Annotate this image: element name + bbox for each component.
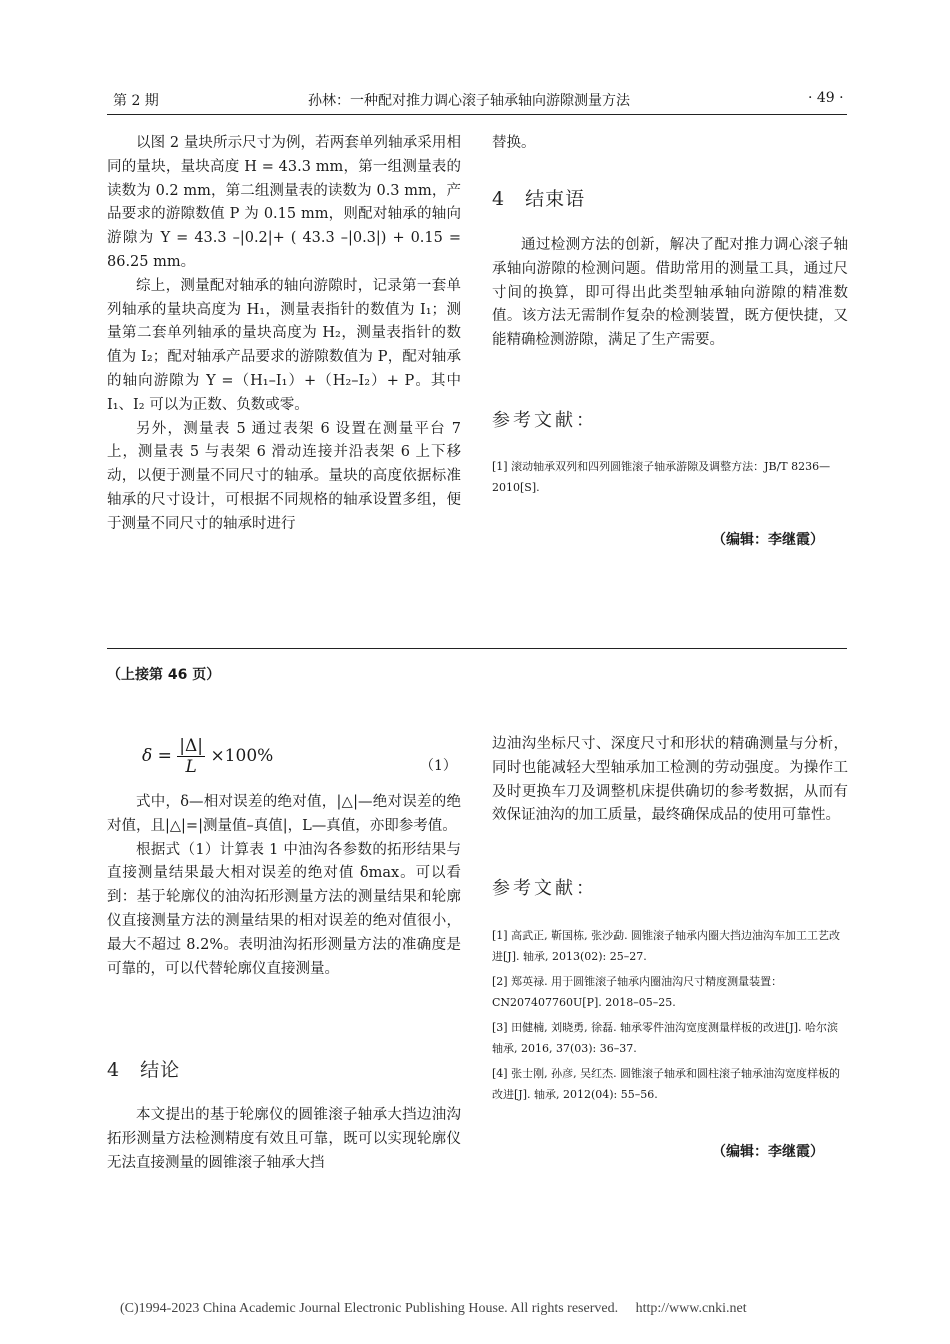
formula-lhs: δ = (142, 746, 172, 766)
formula-fraction (177, 736, 205, 777)
copyright-footer: (C)1994-2023 China Academic Journal Electronic Publishing House. All rights reserved. http://www.cnki.net (120, 1301, 747, 1316)
reference-item: [1] 滚动轴承双列和四列圆锥滚子轴承游隙及调整方法：JB/T 8236—2010[S]. (492, 460, 831, 494)
issue-number: 第 2 期 (113, 93, 159, 109)
formula-number: （1） (420, 758, 457, 774)
paragraph: 边油沟坐标尺寸、深度尺寸和形状的精确测量与分析，同时也能减轻大型轴承加工检测的劳动强度。为操作工及时更换车刀及调整机床提供确切的参考数据，从而有效保证油沟的加工质量，最终确保成品的使用可靠性。 (492, 736, 848, 824)
references-title-2: 参考文献： (492, 878, 597, 899)
formula-rhs: ×100% (210, 746, 274, 766)
section-title-conclusion: 4 结束语 (492, 188, 586, 210)
conclusion-paragraph (107, 1104, 461, 1175)
paragraph: 以图 2 量块所示尺寸为例，若两套单列轴承采用相同的量块，量块高度 H = 43.3 mm，第一组测量表的读数为 0.2 mm，第二组测量表的读数为 0.3 mm，产品要求的游隙数值 P 为 0.15 mm，则配对轴承的轴向游隙为 Y = 43.3 –|0.2|+ ( 43.3 –|0.3|) + 0.15 = 86.25 mm。 (107, 135, 461, 270)
top-left-column (107, 132, 461, 537)
paragraph: 综上，测量配对轴承的轴向游隙时，记录第一套单列轴承的量块高度为 H₁，测量表指针的数值为 I₁；测量第二套单列轴承的量块高度为 H₂，测量表指针的数值为 I₂；配对轴承产品要求的游隙数值为 P，配对轴承的轴向游隙为 Y =（H₁–I₁）+（H₂–I₂）+ P。其中 I₁、I₂ 可以为正数、负数或零。 (107, 277, 461, 413)
paragraph: 通过检测方法的创新，解决了配对推力调心滚子轴承轴向游隙的检测问题。借助常用的测量工具，通过尺寸间的换算，即可得出此类型轴承轴向游隙的精准数值。该方法无需制作复杂的检测装置，既方便快捷，又能精确检测游隙，满足了生产需要。 (492, 237, 848, 349)
continuation-text: 替换。 (492, 135, 536, 151)
bottom-right-paragraph (492, 733, 848, 828)
paragraph: 根据式（1）计算表 1 中油沟各参数的拓形结果与直接测量结果最大相对误差的绝对值 δmax。可以看到：基于轮廓仪的油沟拓形测量方法的测量结果和轮廓仪直接测量方法的测量结果的相对误差的绝对值很小，最大不超过 8.2%。表明油沟拓形测量方法的准确度是可靠的，可以代替轮廓仪直接测量。 (107, 841, 461, 977)
running-title: 孙林：一种配对推力调心滚子轴承轴向游隙测量方法 (308, 93, 630, 109)
reference-item: [4] 张士刚, 孙彦, 吴红杰. 圆锥滚子轴承和圆柱滚子轴承油沟宽度样板的改进[J]. 轴承, 2012(04): 55–56. (492, 1067, 841, 1101)
section-divider (107, 648, 847, 649)
reference-item: [2] 郑英禄. 用于圆锥滚子轴承内圈油沟尺寸精度测量装置：CN207407760U[P]. 2018–05–25. (492, 975, 783, 1009)
paragraph: 式中，δ—相对误差的绝对值，|△|—绝对误差的绝对值，且|△|=|测量值–真值|，L—真值，亦即参考值。 (107, 794, 461, 834)
top-right-paragraph (492, 234, 848, 353)
formula (142, 736, 273, 777)
references-list-2 (492, 925, 848, 1109)
bottom-left-column (107, 791, 461, 981)
formula-denominator: L (185, 757, 197, 777)
formula-numerator: |Δ| (179, 736, 204, 756)
paragraph: 本文提出的基于轮廓仪的圆锥滚子轴承大挡边油沟拓形测量方法检测精度有效且可靠，既可以实现轮廓仪无法直接测量的圆锥滚子轴承大挡 (107, 1107, 461, 1171)
editor-credit-2: （编辑：李继霞） (712, 1144, 824, 1160)
references-list (492, 456, 848, 502)
editor-credit: （编辑：李继霞） (712, 532, 824, 548)
continued-from-note: （上接第 46 页） (107, 667, 221, 683)
paragraph: 另外，测量表 5 通过表架 6 设置在测量平台 7 上，测量表 5 与表架 6 滑动连接并沿表架 6 上下移动，以便于测量不同尺寸的轴承。量块的高度依据标准轴承的尺寸设计，可根据不同规格的轴承设置多组，便于测量不同尺寸的轴承时进行 (107, 420, 461, 532)
header-rule (107, 114, 847, 115)
reference-item: [3] 田健楠, 刘晓勇, 徐磊. 轴承零件油沟宽度测量样板的改进[J]. 哈尔滨轴承, 2016, 37(03): 36–37. (492, 1021, 839, 1055)
references-title: 参考文献： (492, 410, 597, 431)
reference-item: [1] 高武正, 靳国栋, 张沙勐. 圆锥滚子轴承内圈大挡边油沟车加工工艺改进[J]. 轴承, 2013(02): 25–27. (492, 929, 841, 963)
section-title-conclusion-2: 4 结论 (107, 1059, 181, 1081)
page-number: · 49 · (808, 90, 844, 106)
